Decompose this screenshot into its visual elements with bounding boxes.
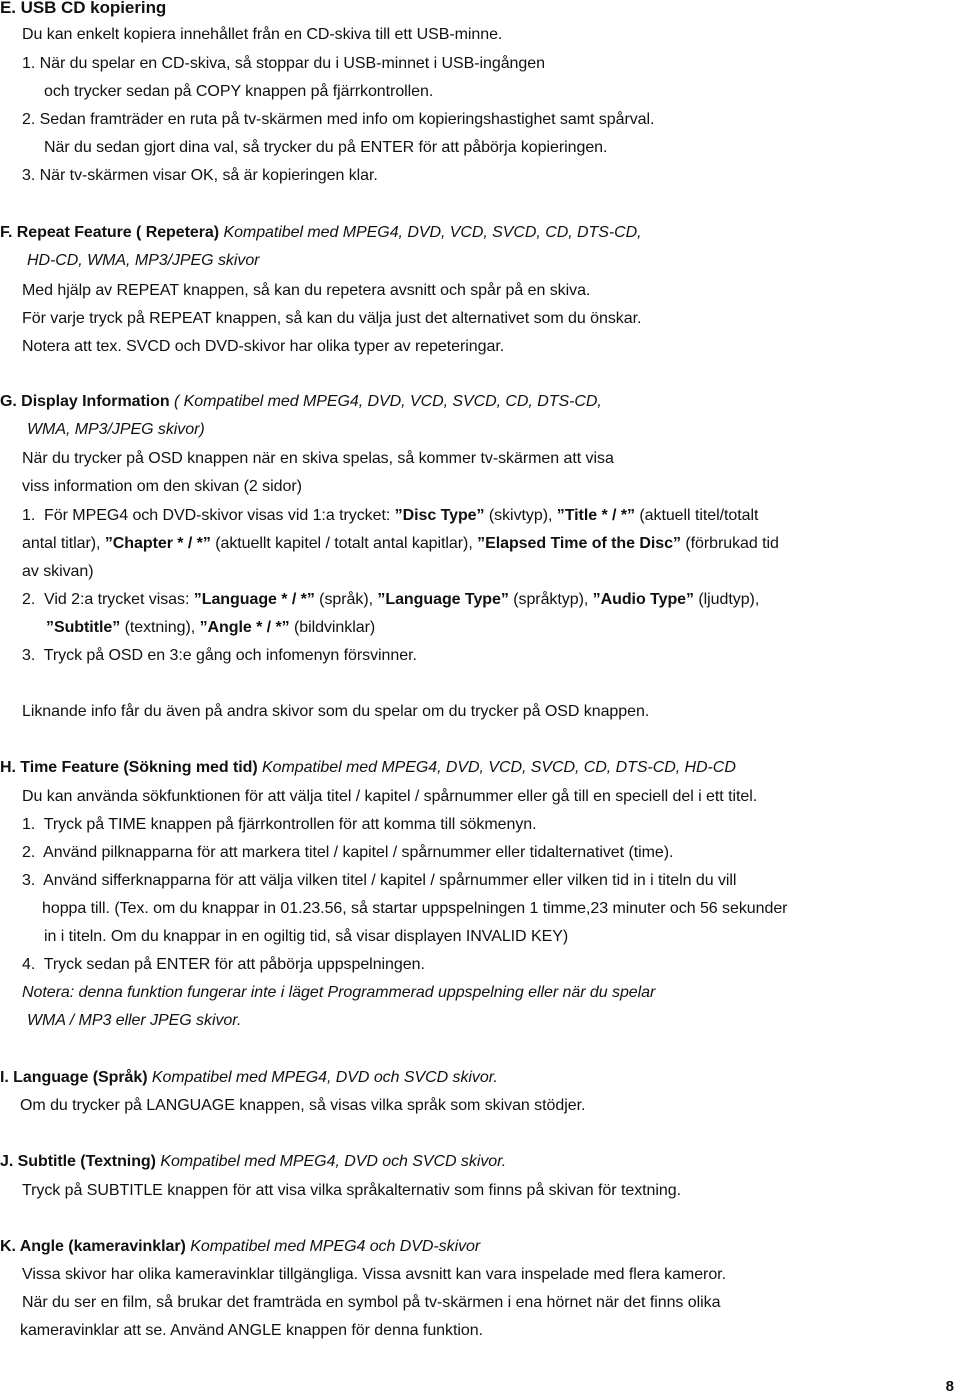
list-item: [22, 166, 378, 186]
list-text: När tv-skärmen visar OK, så är kopieringen klar.: [39, 167, 378, 184]
list-item: [22, 54, 545, 74]
section-i-heading: [0, 1068, 498, 1088]
section-g-heading: [0, 392, 602, 412]
list-item-continuation: och trycker sedan på COPY knappen på fjärrkontrollen.: [44, 83, 434, 100]
list-text: (aktuell titel/totalt: [634, 507, 759, 524]
heading-compat: ( Kompatibel med MPEG4, DVD, VCD, SVCD, CD, DTS-CD,: [169, 393, 602, 410]
list-text: (ljudtyp),: [693, 591, 760, 608]
list-item: [22, 955, 425, 975]
list-text: Använd pilknapparna för att markera titel / kapitel / spårnummer eller tidalternativet (time).: [43, 844, 674, 861]
section-j-heading: [0, 1152, 506, 1172]
list-number: 3.: [22, 872, 36, 889]
section-f-heading: [0, 223, 642, 243]
list-number: 4.: [22, 956, 36, 973]
list-text: antal titlar),: [22, 535, 105, 552]
section-f-compat-cont: HD-CD, WMA, MP3/JPEG skivor: [27, 252, 260, 269]
heading-compat: Kompatibel med MPEG4, DVD, VCD, SVCD, CD, DTS-CD,: [219, 224, 642, 241]
list-number: 3.: [22, 167, 36, 184]
heading-title: I. Language (Språk): [0, 1069, 148, 1086]
heading-compat: Kompatibel med MPEG4, DVD och SVCD skivor.: [155, 1153, 507, 1170]
list-text: Tryck på TIME knappen på fjärrkontrollen för att komma till sökmenyn.: [43, 816, 537, 833]
list-text: (bildvinklar): [289, 619, 376, 636]
heading-title: F. Repeat Feature ( Repetera): [0, 224, 220, 241]
paragraph-continuation: viss information om den skivan (2 sidor): [22, 478, 302, 495]
term-chapter: ”Chapter * / *”: [104, 535, 211, 552]
list-text: Vid 2:a trycket visas:: [44, 591, 194, 608]
term-language-type: ”Language Type”: [377, 591, 509, 608]
list-text: (textning),: [120, 619, 200, 636]
note: Notera: denna funktion fungerar inte i läget Programmerad uppspelning eller när du spelar: [22, 984, 656, 1001]
list-text: Tryck sedan på ENTER för att påbörja uppspelningen.: [43, 956, 425, 973]
list-number: 3.: [22, 647, 36, 664]
section-k-heading: [0, 1237, 480, 1257]
term-disc-type: ”Disc Type”: [394, 507, 485, 524]
list-number: 1.: [22, 507, 36, 524]
paragraph: Liknande info får du även på andra skivor som du spelar om du trycker på OSD knappen.: [22, 703, 650, 720]
list-text: Sedan framträder en ruta på tv-skärmen med info om kopieringshastighet samt spårval.: [39, 111, 655, 128]
section-h-heading: [0, 758, 736, 778]
list-text: (skivtyp),: [484, 507, 557, 524]
list-number: 2.: [22, 591, 36, 608]
term-audio-type: ”Audio Type”: [592, 591, 694, 608]
term-title: ”Title * / *”: [556, 507, 635, 524]
term-subtitle: ”Subtitle”: [46, 619, 121, 636]
paragraph: Tryck på SUBTITLE knappen för att visa vilka språkalternativ som finns på skivan för textning.: [22, 1182, 681, 1199]
paragraph: Du kan använda sökfunktionen för att välja titel / kapitel / spårnummer eller gå till en speciell del i ett titel.: [22, 788, 758, 805]
list-text: (aktuellt kapitel / totalt antal kapitlar),: [210, 535, 478, 552]
list-text: (språk),: [314, 591, 378, 608]
list-number: 2.: [22, 111, 36, 128]
list-item: [22, 843, 673, 863]
heading-compat: Kompatibel med MPEG4, DVD, VCD, SVCD, CD, DTS-CD, HD-CD: [257, 759, 736, 776]
page-number: 8: [945, 1378, 954, 1395]
section-e-intro: Du kan enkelt kopiera innehållet från en CD-skiva till ett USB-minne.: [22, 26, 503, 43]
note-continuation: WMA / MP3 eller JPEG skivor.: [27, 1012, 242, 1029]
list-number: 1.: [22, 55, 36, 72]
heading-title: H. Time Feature (Sökning med tid): [0, 759, 258, 776]
heading-title: G. Display Information: [0, 393, 170, 410]
section-g-compat-cont: WMA, MP3/JPEG skivor): [27, 421, 205, 438]
paragraph: Om du trycker på LANGUAGE knappen, så visas vilka språk som skivan stödjer.: [20, 1097, 586, 1114]
list-item-continuation: av skivan): [22, 563, 94, 580]
heading-compat: Kompatibel med MPEG4 och DVD-skivor: [185, 1238, 481, 1255]
list-text: För MPEG4 och DVD-skivor visas vid 1:a trycket:: [44, 507, 395, 524]
list-item-continuation: När du sedan gjort dina val, så trycker du på ENTER för att påbörja kopieringen.: [44, 139, 608, 156]
term-language: ”Language * / *”: [193, 591, 315, 608]
list-text: När du spelar en CD-skiva, så stoppar du i USB-minnet i USB-ingången: [39, 55, 545, 72]
list-item: [22, 506, 758, 526]
list-item-continuation: [46, 618, 375, 638]
list-item: [22, 110, 654, 130]
list-text: (språktyp),: [508, 591, 593, 608]
term-angle: ”Angle * / *”: [199, 619, 290, 636]
paragraph: När du trycker på OSD knappen när en skiva spelas, så kommer tv-skärmen att visa: [22, 450, 614, 467]
heading-title: K. Angle (kameravinklar): [0, 1238, 186, 1255]
list-text: Tryck på OSD en 3:e gång och infomenyn försvinner.: [43, 647, 417, 664]
list-item-continuation: in i titeln. Om du knappar in en ogiltig tid, så visar displayen INVALID KEY): [44, 928, 569, 945]
list-number: 2.: [22, 844, 36, 861]
paragraph: För varje tryck på REPEAT knappen, så kan du välja just det alternativet som du önskar.: [22, 310, 642, 327]
paragraph: Notera att tex. SVCD och DVD-skivor har olika typer av repeteringar.: [22, 338, 505, 355]
heading-title: J. Subtitle (Textning): [0, 1153, 156, 1170]
term-elapsed-time: ”Elapsed Time of the Disc”: [477, 535, 681, 552]
list-item: [22, 871, 736, 891]
paragraph: Med hjälp av REPEAT knappen, så kan du repetera avsnitt och spår på en skiva.: [22, 282, 591, 299]
list-text: (förbrukad tid: [680, 535, 779, 552]
list-item-continuation: hoppa till. (Tex. om du knappar in 01.23.56, så startar uppspelningen 1 timme,23 minuter och 56 sekunder: [42, 900, 788, 917]
section-e-heading: E. USB CD kopiering: [0, 0, 167, 17]
list-item: [22, 646, 417, 666]
list-item: [22, 590, 759, 610]
list-item-continuation: [22, 534, 779, 554]
list-item: [22, 815, 537, 835]
paragraph: Vissa skivor har olika kameravinklar tillgängliga. Vissa avsnitt kan vara inspelade med flera kameror.: [22, 1266, 726, 1283]
paragraph: kameravinklar att se. Använd ANGLE knappen för denna funktion.: [20, 1322, 483, 1339]
paragraph: När du ser en film, så brukar det framträda en symbol på tv-skärmen i ena hörnet när det finns olika: [22, 1294, 721, 1311]
list-text: Använd sifferknapparna för att välja vilken titel / kapitel / spårnummer eller vilken tid in i titeln du vill: [43, 872, 737, 889]
list-number: 1.: [22, 816, 36, 833]
heading-compat: Kompatibel med MPEG4, DVD och SVCD skivor.: [147, 1069, 498, 1086]
